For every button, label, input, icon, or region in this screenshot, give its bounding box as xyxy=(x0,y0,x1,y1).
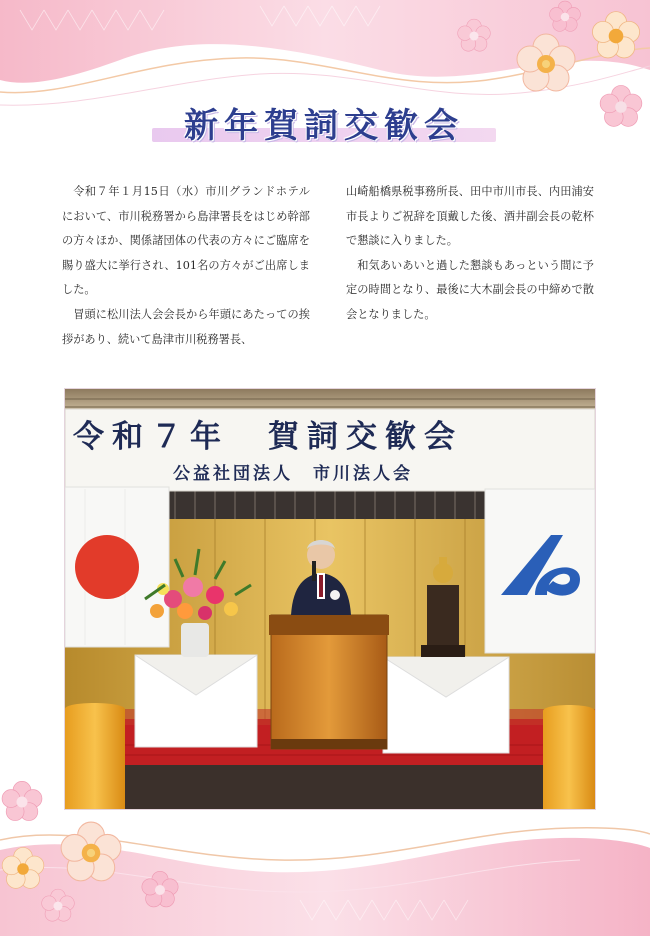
plum-blossom-icon xyxy=(598,84,644,130)
plum-blossom-icon xyxy=(548,0,582,34)
association-logo-icon xyxy=(485,489,595,653)
plum-blossom-icon xyxy=(456,18,492,54)
page-title: 新年賀詞交歓会 xyxy=(184,106,464,146)
banner-sub-text: 公益社団法人 市川法人会 xyxy=(173,464,413,484)
event-photo xyxy=(64,388,596,810)
plum-blossom-icon xyxy=(40,888,76,924)
article-column-left xyxy=(62,180,310,352)
paragraph: 冒頭に松川法人会会長から年頭にあたっての挨拶があり、続いて島津市川税務署長、 xyxy=(62,307,310,346)
paragraph: 令和７年１月15日（水）市川グランドホテルにおいて、市川税務署から島津署長をはじめ幹部の方々ほか、関係諸団体の代表の方々にご臨席を賜り盛大に挙行され、101名の方々がご出席しました。 xyxy=(62,185,310,297)
plum-blossom-icon xyxy=(590,10,642,62)
plum-blossom-icon xyxy=(514,32,578,96)
article-column-right xyxy=(346,180,594,328)
paragraph: 山崎船橋県税事務所長、田中市川市長、内田浦安市長よりご祝辞を頂戴した後、酒井副会長の乾杯で懇談に入りました。 xyxy=(346,185,594,248)
banner-main-text: 令和７年 賀詞交歓会 xyxy=(73,419,463,455)
plum-blossom-icon xyxy=(0,846,46,892)
plum-blossom-icon xyxy=(140,870,180,910)
title-block xyxy=(148,96,500,146)
paragraph: 和気あいあいと過した懇談もあっという間に予定の時間となり、最後に大木副会長の中締めで散会となりました。 xyxy=(346,258,594,321)
article-body xyxy=(60,180,600,350)
event-photo-scene xyxy=(65,389,595,809)
plum-blossom-icon xyxy=(0,780,44,824)
hinomaru-flag-icon xyxy=(65,487,169,647)
plum-blossom-icon xyxy=(58,820,124,886)
